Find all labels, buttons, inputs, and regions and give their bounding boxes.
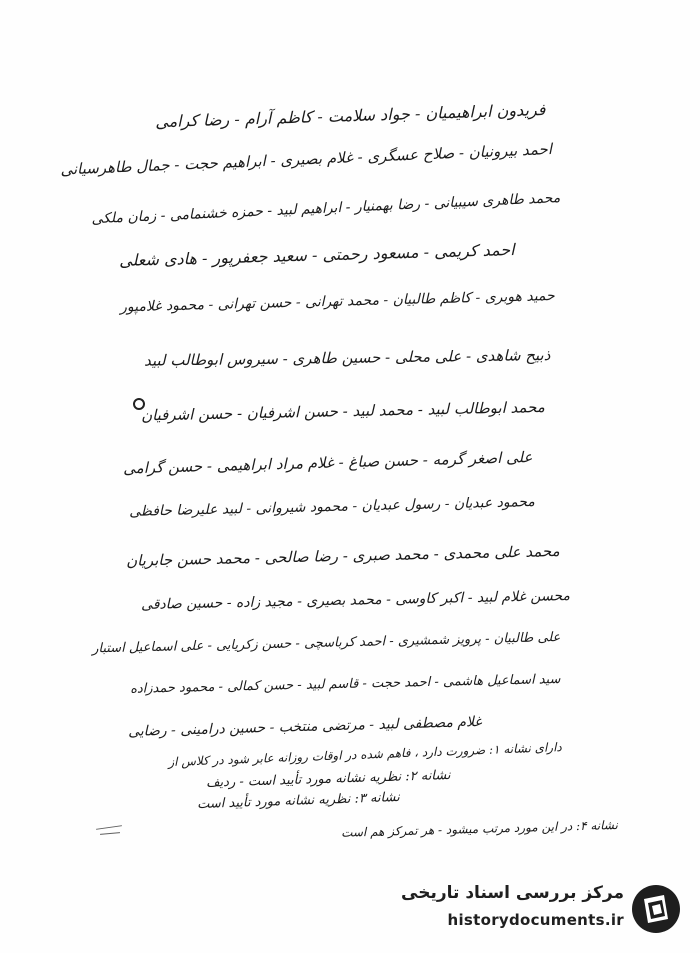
handwritten-line: نشانه ۴: در این مورد مرتب میشود - هر تمرکز هم است [341,818,619,840]
circle-mark-icon [133,398,145,410]
archive-watermark [392,881,682,941]
handwritten-line: محمد طاهری سیبیانی - رضا بهمنیار - ابراهیم لبید - حمزه خشنمامی - زمان ملکی [90,190,561,228]
handwritten-line: علی طالبیان - پرویز شمشیری - احمد کرباسچی - حسن زکریایی - علی اسماعیل استبار [91,630,561,657]
handwritten-line: سید اسماعیل هاشمی - احمد حجت - قاسم لبید - حسن کمالی - محمود حمدزاده [129,672,561,697]
handwritten-line: ذبیح شاهدی - علی محلی - حسین طاهری - سیروس ابوطالب لبید [143,346,551,370]
handwritten-line: غلام مصطفی لبید - مرتضی منتخب - حسین درامینی - رضایی [128,714,483,740]
watermark-title: مرکز بررسی اسناد تاریخی [401,883,624,903]
scribble-mark [96,825,122,830]
handwritten-line: دارای نشانه ۱: ضرورت دارد ، فاهم شده در اوقات روزانه عابر شود در کلاس از [168,740,563,770]
handwritten-line: احمد کریمی - مسعود رحمتی - سعید جعفرپور - هادی شعلی [119,240,516,271]
watermark-url: historydocuments.ir [447,911,624,929]
handwritten-line: نشانه ۳: نظریه نشانه مورد تأیید است [197,790,401,813]
handwritten-line: نشانه ۲: نظریه نشانه مورد تأیید است - ردیف [205,768,451,791]
handwritten-line: علی اصغر گرمه - حسن صباغ - غلام مراد ابراهیمی - حسن گرامی [122,448,533,478]
handwritten-line: محمد ابوطالب لبید - محمد لبید - حسن اشرفیان - حسن اشرفیان [141,398,546,425]
handwritten-line: محسن غلام لبید - اکبر کاوسی - محمد بصیری - مجید زاده - حسین صادقی [140,588,571,613]
handwritten-line: حمید هوبری - کاظم طالبیان - محمد تهرانی - حسن تهرانی - محمود غلامپور [120,288,556,316]
handwritten-line: محمود عبدیان - رسول عبدیان - محمود شیروانی - لبید علیرضا حافظی [129,494,536,520]
handwritten-line: احمد بیرونیان - صلاح عسگری - غلام بصیری - ابراهیم حجت - جمال طاهرسیانی [60,140,553,179]
handwritten-line: محمد علی محمدی - محمد صبری - رضا صالحی - محمد حسن جابریان [126,542,561,570]
handwritten-line: فریدون ابراهیمیان - جواد سلامت - کاظم آرام - رضا کرامی [154,100,546,132]
archive-logo-icon [630,883,682,935]
scribble-mark [100,832,120,835]
